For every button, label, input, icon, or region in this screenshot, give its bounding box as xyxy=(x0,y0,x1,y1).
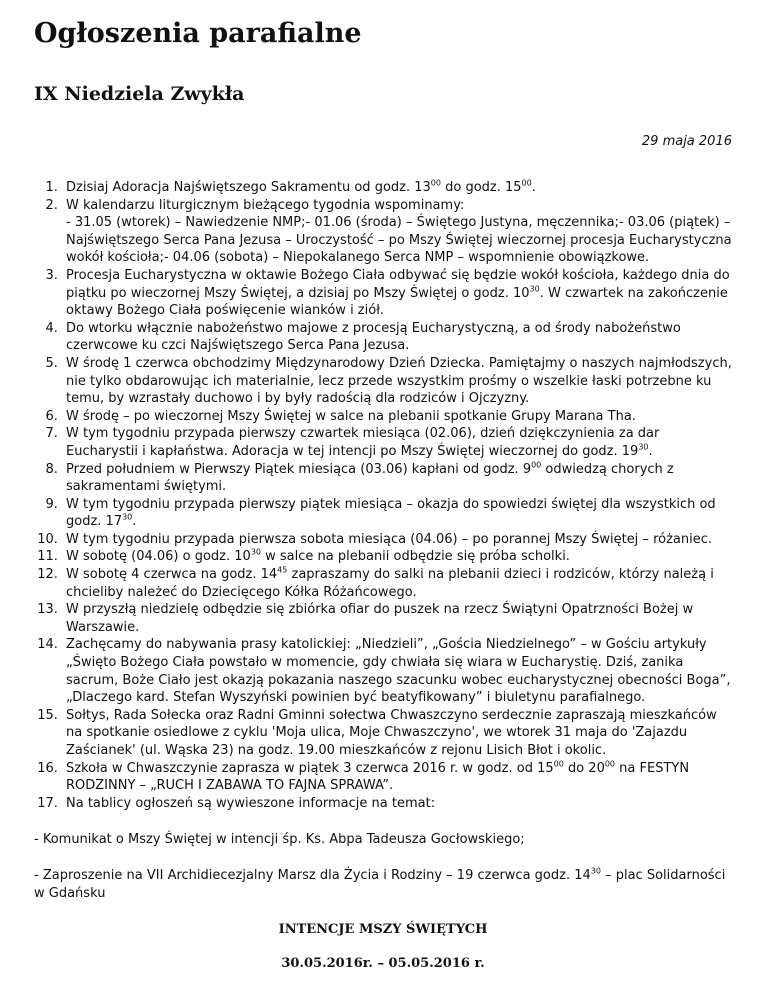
announcements-list xyxy=(34,179,732,812)
time-superscript: 30 xyxy=(590,866,601,876)
announcement-item: 11. W sobotę (04.06) o godz. $10^{30}$ w salce na plebanii odbędzie się próba scholki. xyxy=(62,548,732,566)
time-superscript: 45 xyxy=(277,565,288,575)
time-superscript: 30 xyxy=(529,284,540,294)
announcement-item: 3. Procesja Eucharystyczna w oktawie Bożego Ciała odbywać się będzie wokół kościoła, każdego dnia do piątku po wieczornej Mszy Świętej, a dzisiaj po Mszy Świętej o godz. $10^{30}$. W czwartek na zakończenie oktawy Bożego Ciała poświęcenie wianków i ziół. xyxy=(62,267,732,320)
time-superscript: 30 xyxy=(122,512,133,522)
time-superscript: 30 xyxy=(638,442,649,452)
notice-board-item: - Komunikat o Mszy Świętej w intencji śp. Ks. Abpa Tadeusza Gocłowskiego; xyxy=(34,832,525,848)
intentions-heading: INTENCJE MSZY ŚWIĘTYCH xyxy=(278,922,488,938)
announcement-item: 8. Przed południem w Pierwszy Piątek miesiąca (03.06) kapłani od godz. $9^{00}$ odwiedzą chorych z sakramentami świętymi. xyxy=(62,461,732,496)
announcement-item: 9. W tym tygodniu przypada pierwszy piątek miesiąca – okazja do spowiedzi świętej dla wszystkich od godz. $17^{30}$. xyxy=(62,496,732,531)
announcement-item: 1. Dzisiaj Adoracja Najświętszego Sakramentu od godz. $13^{00}$ do godz. $15^{00}$. xyxy=(62,179,732,197)
time-superscript: 00 xyxy=(604,759,616,769)
time-superscript: 00 xyxy=(430,178,441,188)
announcement-item: 12. W sobotę 4 czerwca na godz. $14^{45}$ zapraszamy do salki na plebanii dzieci i rodziców, którzy należą i chcieliby należeć do Dziecięcego Kółka Różańcowego. xyxy=(62,566,732,601)
announcement-item: 13. W przyszłą niedzielę odbędzie się zbiórka ofiar do puszek na rzecz Świątyni Opatrzności Bożej w Warszawie. xyxy=(62,601,732,636)
time-superscript: 30 xyxy=(250,548,261,558)
announcement-item: 16. Szkoła w Chwaszczynie zaprasza w piątek 3 czerwca 2016 r. w godz. od $15^{00}$ do $20^{00}$ na FESTYN RODZINNY – „RUCH I ZABAWA TO FAJNA SPRAWA”. xyxy=(62,760,732,795)
intentions-date-range: 30.05.2016r. – 05.05.2016 r. xyxy=(281,956,485,972)
time-superscript: 00 xyxy=(531,460,542,470)
announcement-item: 4. Do wtorku włącznie nabożeństwo majowe z procesją Eucharystyczną, a od środy nabożeństwo czerwcowe ku czci Najświętszego Serca Pana Jezusa. xyxy=(62,320,732,355)
announcement-item: 15. Sołtys, Rada Sołecka oraz Radni Gminni sołectwa Chwaszczyno serdecznie zapraszają mieszkańców na spotkanie osiedlowe z cyklu 'Moja ulica, Moje Chwaszczyno', we wtorek 31 maja do 'Zajazdu Zaścianek' (ul. Wąska 23) na godz. 19.00 mieszkańców z rejonu Lisich Błot i okolic. xyxy=(62,707,732,760)
announcement-item: 5. W środę 1 czerwca obchodzimy Międzynarodowy Dzień Dziecka. Pamiętajmy o naszych najmłodszych, nie tylko obdarowując ich materialnie, lecz przede wszystkim prośmy o wszelkie łaski potrzebne ku temu, by wzrastały duchowo i by były radością dla rodziców i Ojczyzny. xyxy=(62,355,732,408)
announcement-item: 6. W środę – po wieczornej Mszy Świętej w salce na plebanii spotkanie Grupy Marana Tha. xyxy=(62,408,732,426)
announcement-item: 17. Na tablicy ogłoszeń są wywieszone informacje na temat: xyxy=(62,795,732,813)
announcement-item: 7. W tym tygodniu przypada pierwszy czwartek miesiąca (02.06), dzień dziękczynienia za dar Eucharystii i kapłaństwa. Adoracja w tej intencji po Mszy Świętej wieczornej do godz. $19^{30}$. xyxy=(62,425,732,460)
notice-board-item: - Zaproszenie na VII Archidiecezjalny Marsz dla Życia i Rodziny – 19 czerwca godz. $14^{30}$ – plac Solidarności w Gdańsku xyxy=(34,866,726,901)
time-superscript: 00 xyxy=(553,759,564,769)
announcement-date: 29 maja 2016 xyxy=(641,134,732,149)
page-subtitle: IX Niedziela Zwykła xyxy=(34,83,245,105)
announcement-item: 10. W tym tygodniu przypada pierwsza sobota miesiąca (04.06) – po porannej Mszy Świętej – różaniec. xyxy=(62,531,732,549)
announcement-item: 2. W kalendarzu liturgicznym bieżącego tygodnia wspominamy: - 31.05 (wtorek) – Nawiedzenie NMP;- 01.06 (środa) – Świętego Justyna, męczennika;- 03.06 (piątek) – Najświętszego Serca Pana Jezusa – Uroczystość – po Mszy Świętej wieczornej procesja Eucharystyczna wokół kościoła;- 04.06 (sobota) – Niepokalanego Serca NMP – wspomnienie obowiązkowe. xyxy=(62,197,732,267)
time-superscript: 00 xyxy=(521,178,532,188)
page-title: Ogłoszenia parafialne xyxy=(34,18,362,49)
announcement-item: 14. Zachęcamy do nabywania prasy katolickiej: „Niedzieli”, „Gościa Niedzielnego” – w Gościu artykuły „Święto Bożego Ciała powstało w momencie, gdy chwiała się wiara w Eucharystię. Dziś, zanika sacrum, Boże Ciało jest okazją pokazania naszego szacunku wobec eucharystycznej obecności Boga”, „Dlaczego kard. Stefan Wyszyński powinien być beatyfikowany” i biuletynu parafialnego. xyxy=(62,636,732,706)
